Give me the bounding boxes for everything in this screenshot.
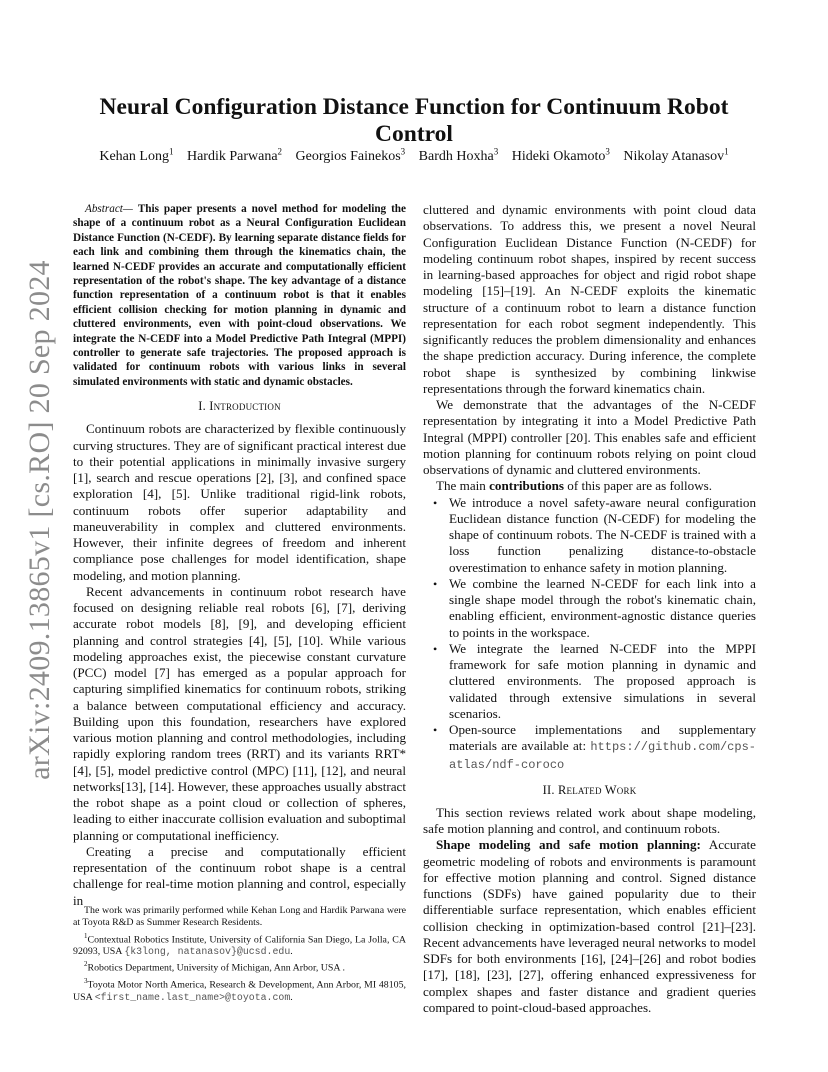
footnote: $^3$Toyota Motor North America, Research & Development, Ann Arbor, MI 48105, USA <first_name.last_name>@toyota.com. — [73, 977, 406, 1003]
author-list — [60, 146, 768, 165]
paragraph: We demonstrate that the advantages of the N-CEDF representation by integrating it into a Model Predictive Path Integral (MPPI) controller [20]. This enables safe and efficient motion planning for continuum robots relying on point cloud observations of dynamic and cluttered environments. — [423, 397, 756, 477]
list-item: • We introduce a novel safety-aware neural configuration Euclidean distance function (N-CEDF) for modeling the shape of continuum robots. The N-CEDF is trained with a loss function penalizing distance-to-obstacle overestimation to enhance safety in motion planning. — [433, 495, 756, 576]
author: Hideki Okamoto$^3$ — [511, 146, 610, 164]
abstract-text: This paper presents a novel method for modeling the shape of a continuum robot as a Neural Configuration Euclidean Distance Function (N-CEDF). By learning separate distance fields for each link and combining them through the kinematics chain, the learned N-CEDF provides an accurate and computationally efficient representation of the robot's shape. The key advantage of a distance function representation of a continuum robot is that it enables efficient collision checking for motion planning in dynamic and cluttered environments, even with point-cloud observations. We integrate the N-CEDF into a Model Predictive Path Integral (MPPI) controller to generate safe trajectories. The proposed approach is validated for continuum robots with various links in several simulated environments with static and dynamic obstacles. — [73, 203, 406, 388]
paragraph: cluttered and dynamic environments with point cloud data observations. To address this, we present a novel Neural Configuration Euclidean Distance Function (N-CEDF) for modeling continuum robot shapes, inspired by recent success in learning-based approaches for object and rigid robot shape modeling [15]–[19]. An N-CEDF exploits the kinematic structure of a continuum robot to learn a distance function representation for each robot segment independently. This significantly reduces the problem dimensionality and enhances the shape prediction accuracy. During inference, the complete robot shape is synthesized by combining linkwise representations through the forward kinematics chain. — [423, 202, 756, 396]
footnote: The work was primarily performed while Kehan Long and Hardik Parwana were at Toyota R&D as Summer Research Residents. — [73, 905, 406, 929]
repository-link[interactable]: https://github.com/cps-atlas/ndf-coroco — [449, 740, 756, 772]
arxiv-identifier: arXiv:2409.13865v1 [cs.RO] 20 Sep 2024 — [23, 260, 56, 780]
paragraph: Continuum robots are characterized by flexible continuously curving structures. They are of significant practical interest due to their potential applications in minimally invasive surgery [1], search and rescue operations [2], [3], and confined space exploration [4], [5]. Unlike traditional rigid-link robots, continuum robots offer superior adaptability and maneuverability in complex and cluttered environments. However, their infinite degrees of freedom and inherent compliance pose challenges for model identification, shape modeling, and motion planning. — [73, 421, 406, 583]
contributions-list — [423, 495, 756, 773]
paragraph: The main contributions of this paper are as follows. — [436, 478, 713, 494]
left-column — [73, 202, 406, 909]
section-heading-related-work: II. Related Work — [542, 782, 637, 797]
footnote: $^2$Robotics Department, University of Michigan, Ann Arbor, USA . — [84, 960, 345, 974]
email: <first_name.last_name>@toyota.com — [94, 991, 291, 1003]
list-item: • We integrate the learned N-CEDF into the MPPI framework for safe motion planning in dynamic and cluttered environments. The proposed approach is validated through extensive simulations in several scenarios. — [433, 641, 756, 722]
list-item: • Open-source implementations and supplementary materials are available at: https://github.com/cps-atlas/ndf-coroco — [433, 722, 756, 773]
author: Nikolay Atanasov$^1$ — [623, 146, 729, 164]
footnote: $^1$Contextual Robotics Institute, University of California San Diego, La Jolla, CA 92093, USA {k3long, natanasov}@ucsd.edu. — [73, 931, 406, 958]
author: Kehan Long$^1$ — [99, 146, 174, 164]
footnotes — [73, 905, 406, 1004]
abstract-label: Abstract — [85, 203, 123, 215]
arxiv-side-label — [20, 260, 60, 780]
author: Bardh Hoxha$^3$ — [418, 146, 499, 164]
paragraph: This section reviews related work about shape modeling, safe motion planning and control, and continuum robots. — [423, 804, 756, 836]
paper-title: Neural Configuration Distance Function for Continuum Robot Control — [99, 94, 729, 147]
paragraph: Shape modeling and safe motion planning: Accurate geometric modeling of robots and environments is paramount for effective motion planning and control. Signed distance functions (SDFs) have gained popularity due to their differentiable surface representation, which enables efficient collision checking in optimization-based control [21]–[23]. Recent advancements have leveraged neural networks to model SDFs for both environments [16], [24]–[26] and robot bodies [17], [18], [23], [27], offering enhanced expressiveness for complex shapes and faster distance and gradient queries compared to point-cloud-based approaches. — [423, 837, 756, 1015]
author: Hardik Parwana$^2$ — [186, 146, 283, 164]
section-heading-introduction: I. Introduction — [198, 399, 281, 414]
paragraph: Recent advancements in continuum robot research have focused on designing reliable real robots [6], [7], deriving accurate robot models [8], [9], and developing efficient planning and control strategies [4], [5], [10]. While various modeling approaches exist, the piecewise constant curvature (PCC) model [7] has emerged as a popular approach for capturing simplified kinematics for continuum robots, striking a balance between computational efficiency and accuracy. Building upon this foundation, researchers have explored various motion planning and control methodologies, including rapidly exploring random trees (RRT) and its variants RRT* [4], [5], model predictive control (MPC) [11], [12], and neural networks[13], [14]. However, these approaches usually abstract the robot shape as a point cloud or collection of spheres, leading to either inaccurate collision evaluation and suboptimal planning or computational inefficiency. — [73, 583, 406, 843]
paragraph: Creating a precise and computationally efficient representation of the continuum robot shape is a central challenge for real-time motion planning and control, especially in — [73, 843, 406, 908]
list-item: • We combine the learned N-CEDF for each link into a single shape model through the robot's kinematic chain, enabling efficient, environment-agnostic distance queries to points in the workspace. — [433, 576, 756, 641]
author: Georgios Fainekos$^3$ — [295, 146, 406, 164]
abstract: Abstract— This paper presents a novel method for modeling the shape of a continuum robot as a Neural Configuration Euclidean Distance Function (N-CEDF). By learning separate distance fields for each link and combining them through the kinematics chain, the learned N-CEDF provides an accurate and computationally efficient representation of the robot's shape. The key advantage of a distance function representation of a continuum robot is that it enables efficient collision checking for motion planning in dynamic and cluttered environments, even with point-cloud observations. We integrate the N-CEDF into a Model Predictive Path Integral (MPPI) controller to generate safe trajectories. The proposed approach is validated for continuum robots with various links in several simulated environments with static and dynamic obstacles. — [73, 203, 406, 388]
right-column — [423, 202, 756, 1016]
email: {k3long, natanasov}@ucsd.edu — [124, 946, 291, 958]
